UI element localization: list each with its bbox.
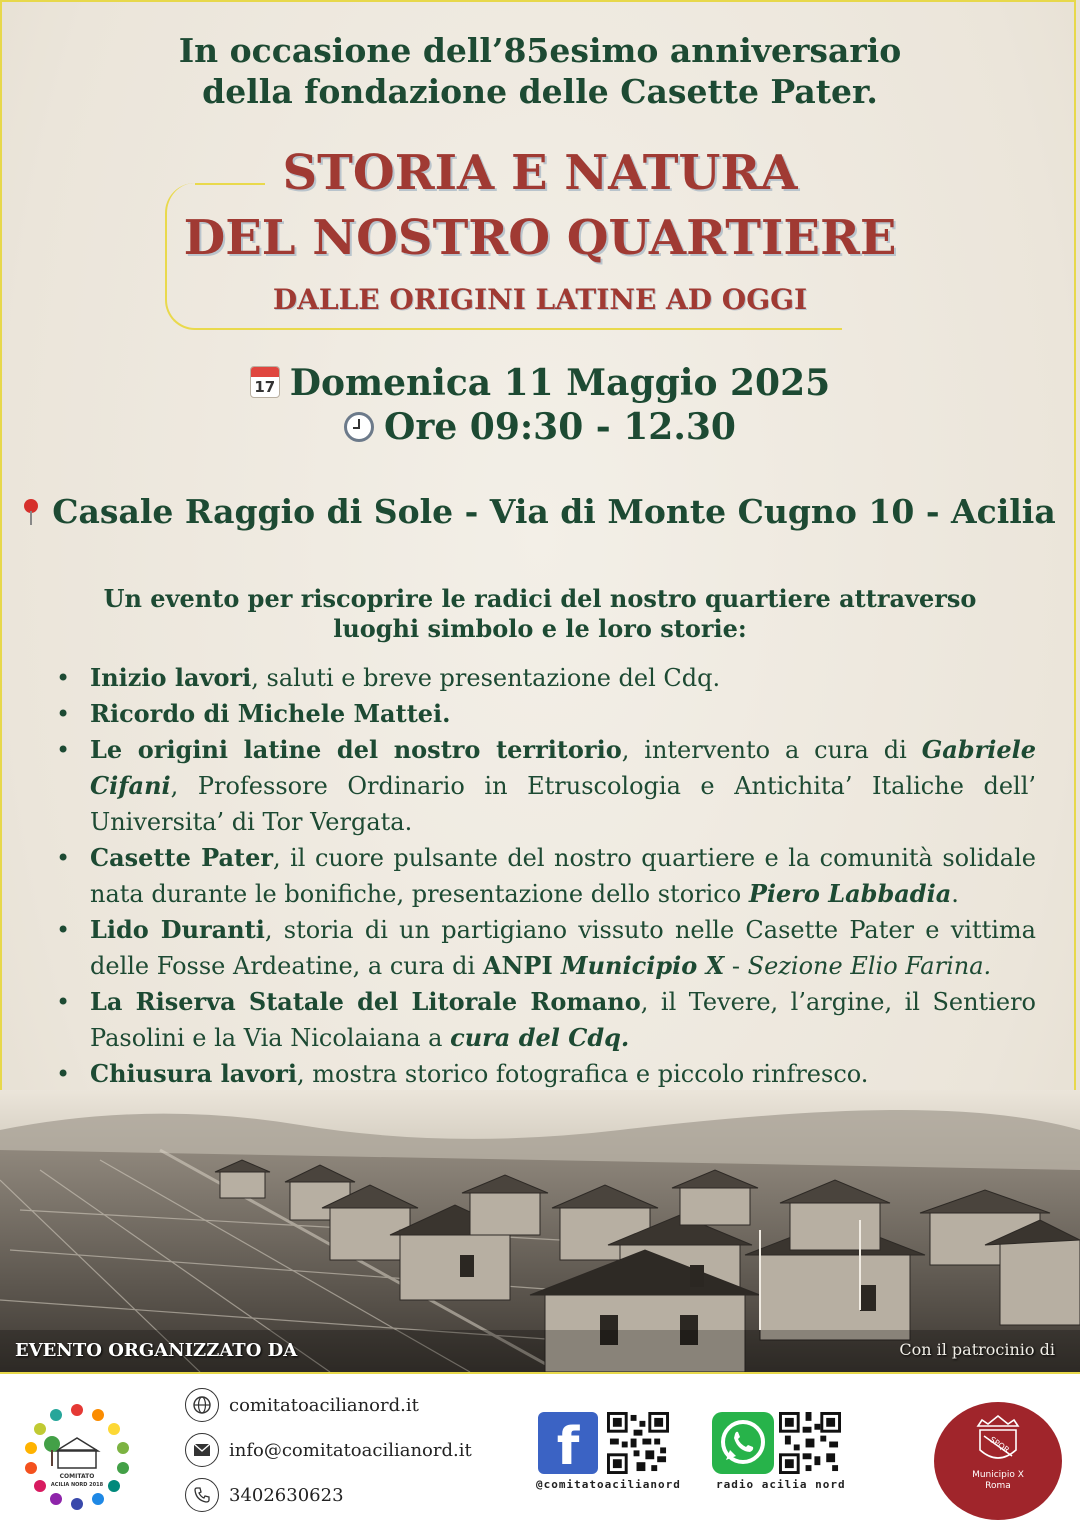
historical-photo	[0, 1090, 1080, 1372]
agenda-item-text: -	[724, 952, 748, 980]
agenda-item-title: Le origini latine del nostro territorio	[90, 735, 622, 764]
agenda-item-org: Municipio X	[552, 951, 725, 980]
comitato-logo	[18, 1398, 136, 1514]
agenda-item-org: ANPI	[482, 951, 553, 980]
calendar-icon	[250, 366, 280, 398]
mail-icon	[185, 1433, 219, 1467]
lead-line-1: Un evento per riscoprire le radici del nostro quartiere attraverso	[103, 584, 977, 613]
qr-code-icon[interactable]	[607, 1412, 669, 1474]
clock-icon	[344, 412, 374, 442]
municipio-label-line-1: Municipio X	[972, 1470, 1024, 1480]
event-location	[0, 492, 1080, 531]
agenda-item-speaker: Piero Labbadia	[748, 879, 952, 908]
event-location-text: Casale Raggio di Sole - Via di Monte Cugno 10 - Acilia	[52, 492, 1056, 531]
globe-icon	[185, 1388, 219, 1422]
organized-by-label: EVENTO ORGANIZZATO DA	[15, 1340, 298, 1361]
agenda-item	[90, 696, 1036, 732]
phone-icon	[185, 1478, 219, 1512]
agenda-item-title: Casette Pater	[90, 843, 274, 872]
calendar-icon-day: 17	[254, 378, 276, 396]
agenda-item-title: Lido Duranti	[90, 915, 265, 944]
crest-text: SPQR	[987, 1435, 1011, 1455]
event-time	[0, 406, 1080, 448]
title-line-2: DEL NOSTRO QUARTIERE	[183, 210, 897, 266]
agenda-item-credit: cura del Cdq.	[450, 1023, 630, 1052]
phone-text[interactable]: 3402630623	[229, 1484, 344, 1506]
lead-line-2: luoghi simbolo e le loro storie:	[333, 614, 747, 643]
lead-text	[80, 584, 1000, 644]
contact-email[interactable]	[185, 1433, 472, 1467]
intro-line-1: In occasione dell’85esimo anniversario	[178, 31, 902, 70]
agenda-item-text: , il cuore pulsante del nostro quartiere e la comunità solidale nata durante le bonifiche, presentazione dello storico	[90, 844, 1036, 908]
event-date	[0, 362, 1080, 404]
agenda-item	[90, 840, 1036, 912]
whatsapp-icon[interactable]	[712, 1412, 774, 1474]
facebook-icon[interactable]: f	[538, 1412, 598, 1474]
whatsapp-caption: radio acilia nord	[716, 1478, 846, 1491]
footer	[0, 1372, 1080, 1522]
agenda-item-text: .	[951, 880, 959, 908]
logo-text-line-2: ACILIA NORD 2018	[50, 1482, 104, 1488]
subtitle: DALLE ORIGINI LATINE AD OGGI	[272, 283, 808, 316]
patronage-label: Con il patrocinio di	[899, 1340, 1055, 1359]
pin-icon	[24, 499, 38, 525]
agenda-item-speaker: Gabriele Cifani	[90, 735, 1036, 800]
agenda-list	[90, 660, 1036, 1092]
agenda-item-title: Ricordo di Michele Mattei.	[90, 699, 451, 728]
agenda-item	[90, 912, 1036, 984]
event-date-text: Domenica 11 Maggio 2025	[289, 362, 831, 404]
agenda-item-text: , saluti e breve presentazione del Cdq.	[251, 664, 721, 692]
email-text[interactable]: info@comitatoacilianord.it	[229, 1439, 472, 1461]
municipio-logo	[934, 1402, 1062, 1520]
title-line-1: STORIA E NATURA	[282, 145, 798, 201]
agenda-item-text: , Professore Ordinario in Etruscologia e Antichita’ Italiche dell’ Universita’ di Tor Vergata.	[90, 772, 1036, 836]
intro-text	[0, 30, 1080, 112]
facebook-caption: @comitatoacilianord	[536, 1478, 681, 1491]
municipio-label	[934, 1470, 1062, 1492]
qr-code-icon[interactable]	[779, 1412, 841, 1474]
intro-line-2: della fondazione delle Casette Pater.	[202, 72, 878, 111]
event-time-text: Ore 09:30 - 12.30	[384, 406, 736, 448]
agenda-item-text: , storia di un partigiano vissuto nelle Casette Pater e vittima delle Fosse Ardeatine, a cura di	[90, 916, 1036, 980]
agenda-item-text: , intervento a cura di	[621, 736, 922, 764]
agenda-item-text: , il Tevere, l’argine, il Sentiero Pasolini e la Via Nicolaiana a	[90, 988, 1037, 1052]
agenda-item-title: La Riserva Statale del Litorale Romano	[90, 987, 641, 1016]
contact-website[interactable]	[185, 1388, 419, 1422]
agenda-item	[90, 984, 1036, 1056]
website-text[interactable]: comitatoacilianord.it	[229, 1394, 419, 1416]
agenda-item-title: Chiusura lavori	[90, 1059, 298, 1088]
logo-text-line-1: COMITATO	[59, 1473, 95, 1480]
agenda-item	[90, 732, 1036, 840]
agenda-item-title: Inizio lavori	[90, 663, 252, 692]
agenda-item	[90, 1056, 1036, 1092]
agenda-item-section: Sezione Elio Farina.	[747, 952, 992, 980]
contact-phone[interactable]	[185, 1478, 344, 1512]
agenda-item-text: , mostra storico fotografica e piccolo rinfresco.	[297, 1060, 869, 1088]
municipio-label-line-2: Roma	[985, 1481, 1011, 1491]
agenda-item	[90, 660, 1036, 696]
